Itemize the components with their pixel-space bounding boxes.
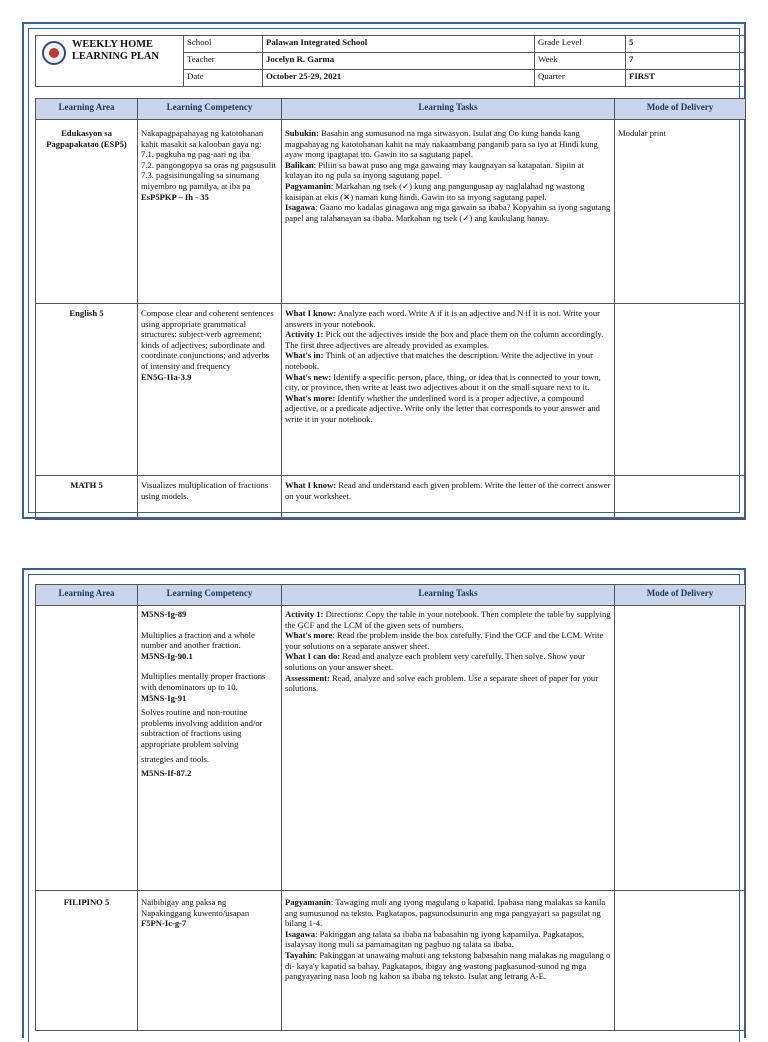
delivery-math	[615, 476, 746, 520]
grade-level-label: Grade Level	[535, 36, 626, 53]
competency-math-continued: M5NS-Ig-89 Multiplies a fraction and a whole number and another fraction. M5NS-Ig-90.1 Multiplies mentally proper fractions with denominators up to 10. M5NS-Ig-91 Solves routine and non-routine problems involving addition and/or subtraction of fractions using appropriate problem solving strategies and tools. M5NS-If-87.2	[138, 606, 282, 891]
page-inner-border	[28, 28, 740, 513]
col-header-competency: Learning Competency	[138, 99, 282, 120]
deped-seal-icon	[42, 41, 66, 65]
learning-plan-table	[35, 98, 746, 520]
competency-esp: Nakapagpapahayag ng katotohanan kahit masakit sa kalooban gaya ng: 7.1. pagkuha ng pag-aari ng iba 7.2. pangongopya sa oras ng pagsusulit 7.3. pagsisinungaling sa sinumang miyembro ng pamilya, at iba pa EsP5PKP – Ih - 35	[138, 120, 282, 304]
table-row-math-continued	[36, 606, 746, 891]
plan-title: WEEKLY HOME LEARNING PLAN	[72, 39, 159, 62]
learning-plan-table-continued	[35, 584, 746, 1031]
code-esp: EsP5PKP – Ih - 35	[141, 191, 209, 202]
col-header-tasks: Learning Tasks	[282, 585, 615, 606]
plan-page-1	[22, 22, 746, 519]
area-filipino: FILIPINO 5	[36, 891, 138, 1031]
table-row-esp	[36, 120, 746, 304]
delivery-esp: Modular print	[615, 120, 746, 304]
plan-title-cell	[36, 36, 184, 87]
table-row-english	[36, 304, 746, 476]
tasks-math: What I know: Read and understand each given problem. Write the letter of the correct answer on your worksheet.	[282, 476, 615, 520]
col-header-competency: Learning Competency	[138, 585, 282, 606]
header-table	[35, 35, 746, 87]
teacher-label: Teacher	[184, 53, 263, 70]
col-header-area: Learning Area	[36, 99, 138, 120]
code-english: EN5G-IIa-3.9	[141, 371, 192, 382]
week-value: 7	[626, 53, 746, 70]
area-esp: Edukasyon sa Pagpapakatao (ESP5)	[36, 120, 138, 304]
col-header-tasks: Learning Tasks	[282, 99, 615, 120]
delivery-english	[615, 304, 746, 476]
school-label: School	[184, 36, 263, 53]
tasks-esp: Subukin: Basahin ang sumusunod na mga sitwasyon. Isulat ang Oo kung handa kang magpahayag ng katotohanan kahit na may nakaambang panganib para sa iyo at Hindi kung ayaw mong ipagtapat ito. Gawin ito sa sagutang papel. Balikan: Piliin sa bawat puso ang mga gawaing may kaugnayan sa katapatan. Sipiin at kulayan ito ng pula sa inyong sagutang papel. Pagyamanin: Markahan ng tsek (✓) kung ang pangungusap ay naglalahad ng wastong kaisipan at ekis (✕) naman kung hindi. Gawin ito sa inyong sagutang papel. Isagawa: Gaano mo kadalas ginagawa ang mga gawain sa ibaba? Kopyahin sa iyong sagutang papel ang talahanayan sa ibaba. Markahan ng tsek (✓) ang kaukulang hanay.	[282, 120, 615, 304]
date-label: Date	[184, 70, 263, 87]
col-header-area: Learning Area	[36, 585, 138, 606]
delivery-filipino	[615, 891, 746, 1031]
code-filipino: F5PN-Ic-g-7	[141, 918, 187, 929]
table-row-filipino	[36, 891, 746, 1031]
tasks-english: What I know: Analyze each word. Write A if it is an adjective and N if it is not. Write your answers in your notebook. Activity 1: Pick out the adjectives inside the box and place them on the column accordingly. The first three adjectives are already provided as examples. What's in: Think of an adjective that matches the description. Write the adjective in your notebook. What's new: Identify a specific person, place, thing, or idea that is connected to your town, city, or province, then write at least two adjectives about it on the small square next to it. What's more: Identify whether the underlined word is a proper adjective, a compound adjective, or a predicate adjective. Write only the letter that corresponds to your answer and write it in your notebook.	[282, 304, 615, 476]
area-math: MATH 5	[36, 476, 138, 520]
grade-level-value: 5	[626, 36, 746, 53]
table-row-math	[36, 476, 746, 520]
code-math-3: M5NS-Ig-91	[141, 692, 187, 703]
code-math-2: M5NS-Ig-90.1	[141, 650, 193, 661]
tasks-filipino: Pagyamanin: Tawaging muli ang iyong magulang o kapatid. Ipabasa nang malakas sa kanila ang sumusunod na teksto. Pagkatapos, pagsunodsunurin ang mga pangyayari sa pagsulat ng bilang 1-4. Isagawa: Pakinggan ang talata sa ibaba na babasahin ng iyong kapamilya. Pagkatapos, isalaysay itong muli sa pamamagitan ng pagbuo ng talata sa ibaba. Tayahin: Pakinggan at unawaing mabuti ang tekstong babasahin nang malakas ng magulang o di- kaya'y kapatid sa bahay. Pagkatapos, ibigay ang wastong pagkasunod-sunod ng mga pangyayaring nasa loob ng kahon sa ibaba ng teksto. Isulat ang letrang A-E.	[282, 891, 615, 1031]
competency-math: Visualizes multiplication of fractions using models.	[138, 476, 282, 520]
code-math-1: M5NS-Ig-89	[141, 609, 187, 619]
code-math-4: M5NS-If-87.2	[141, 768, 192, 779]
col-header-delivery: Mode of Delivery	[615, 99, 746, 120]
tasks-math-continued: Activity 1: Directions: Copy the table in your notebook. Then complete the table by supplying the GCF and the LCM of the given sets of numbers. What's more: Read the problem inside the box carefully. Find the GCF and the LCM. Write your solutions on a separate answer sheet. What I can do: Read and analyze each problem very carefully. Then solve. Show your solutions on your answer sheet. Assessment: Read, analyze and solve each problem. Use a separate sheet of paper for your solutions.	[282, 606, 615, 891]
teacher-value: Jocelyn R. Garma	[263, 53, 535, 70]
quarter-value: FIRST	[626, 70, 746, 87]
competency-english: Compose clear and coherent sentences using appropriate grammatical structures: subject-verb agreement; kinds of adjectives; subordinate and coordinate conjunctions; and adverbs of intensity and frequency EN5G-IIa-3.9	[138, 304, 282, 476]
area-math-continued	[36, 606, 138, 891]
date-value: October 25-29, 2021	[263, 70, 535, 87]
delivery-math-continued	[615, 606, 746, 891]
week-label: Week	[535, 53, 626, 70]
plan-page-2	[22, 568, 746, 1038]
page-inner-border	[28, 574, 740, 1042]
area-english: English 5	[36, 304, 138, 476]
quarter-label: Quarter	[535, 70, 626, 87]
competency-filipino: Naibibigay ang paksa ng Napakinggang kuwento/usapan F5PN-Ic-g-7	[138, 891, 282, 1031]
school-value: Palawan Integrated School	[263, 36, 535, 53]
col-header-delivery: Mode of Delivery	[615, 585, 746, 606]
